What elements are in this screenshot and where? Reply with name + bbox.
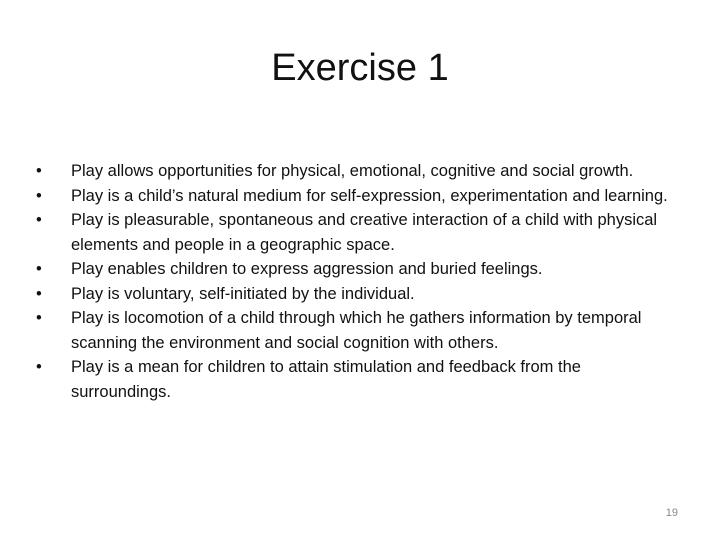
page-number: 19 [665,507,678,519]
bullet-text: Play is a mean for children to attain stimulation and feedback from the surroundings. [71,358,581,401]
bullet-text: Play is locomotion of a child through which he gathers information by temporal scanning the environment and social cognition with others. [71,309,642,352]
bullet-item [36,159,676,184]
bullet-item [36,257,676,282]
bullet-text: Play allows opportunities for physical, emotional, cognitive and social growth. [71,162,634,180]
bullet-item [36,306,676,355]
bullet-item [36,282,676,307]
bullet-icon: • [36,211,42,229]
bullet-item [36,355,676,404]
bullet-text: Play is voluntary, self-initiated by the individual. [71,284,415,303]
bullet-item [36,184,676,209]
bullet-text: Play is pleasurable, spontaneous and creative interaction of a child with physical elements and people in a geographic space. [71,211,658,254]
bullet-icon: • [36,309,42,327]
bullet-icon: • [36,284,42,303]
bullet-icon: • [36,162,42,180]
slide-title: Exercise 1 [271,47,449,89]
bullet-icon: • [36,260,42,278]
bullet-text: Play is a child’s natural medium for self-expression, experimentation and learning. [71,186,668,205]
bullet-icon: • [36,186,42,205]
bullet-item [36,208,676,257]
bullet-list [36,159,676,404]
bullet-text: Play enables children to express aggression and buried feelings. [71,260,543,278]
bullet-icon: • [36,358,42,376]
